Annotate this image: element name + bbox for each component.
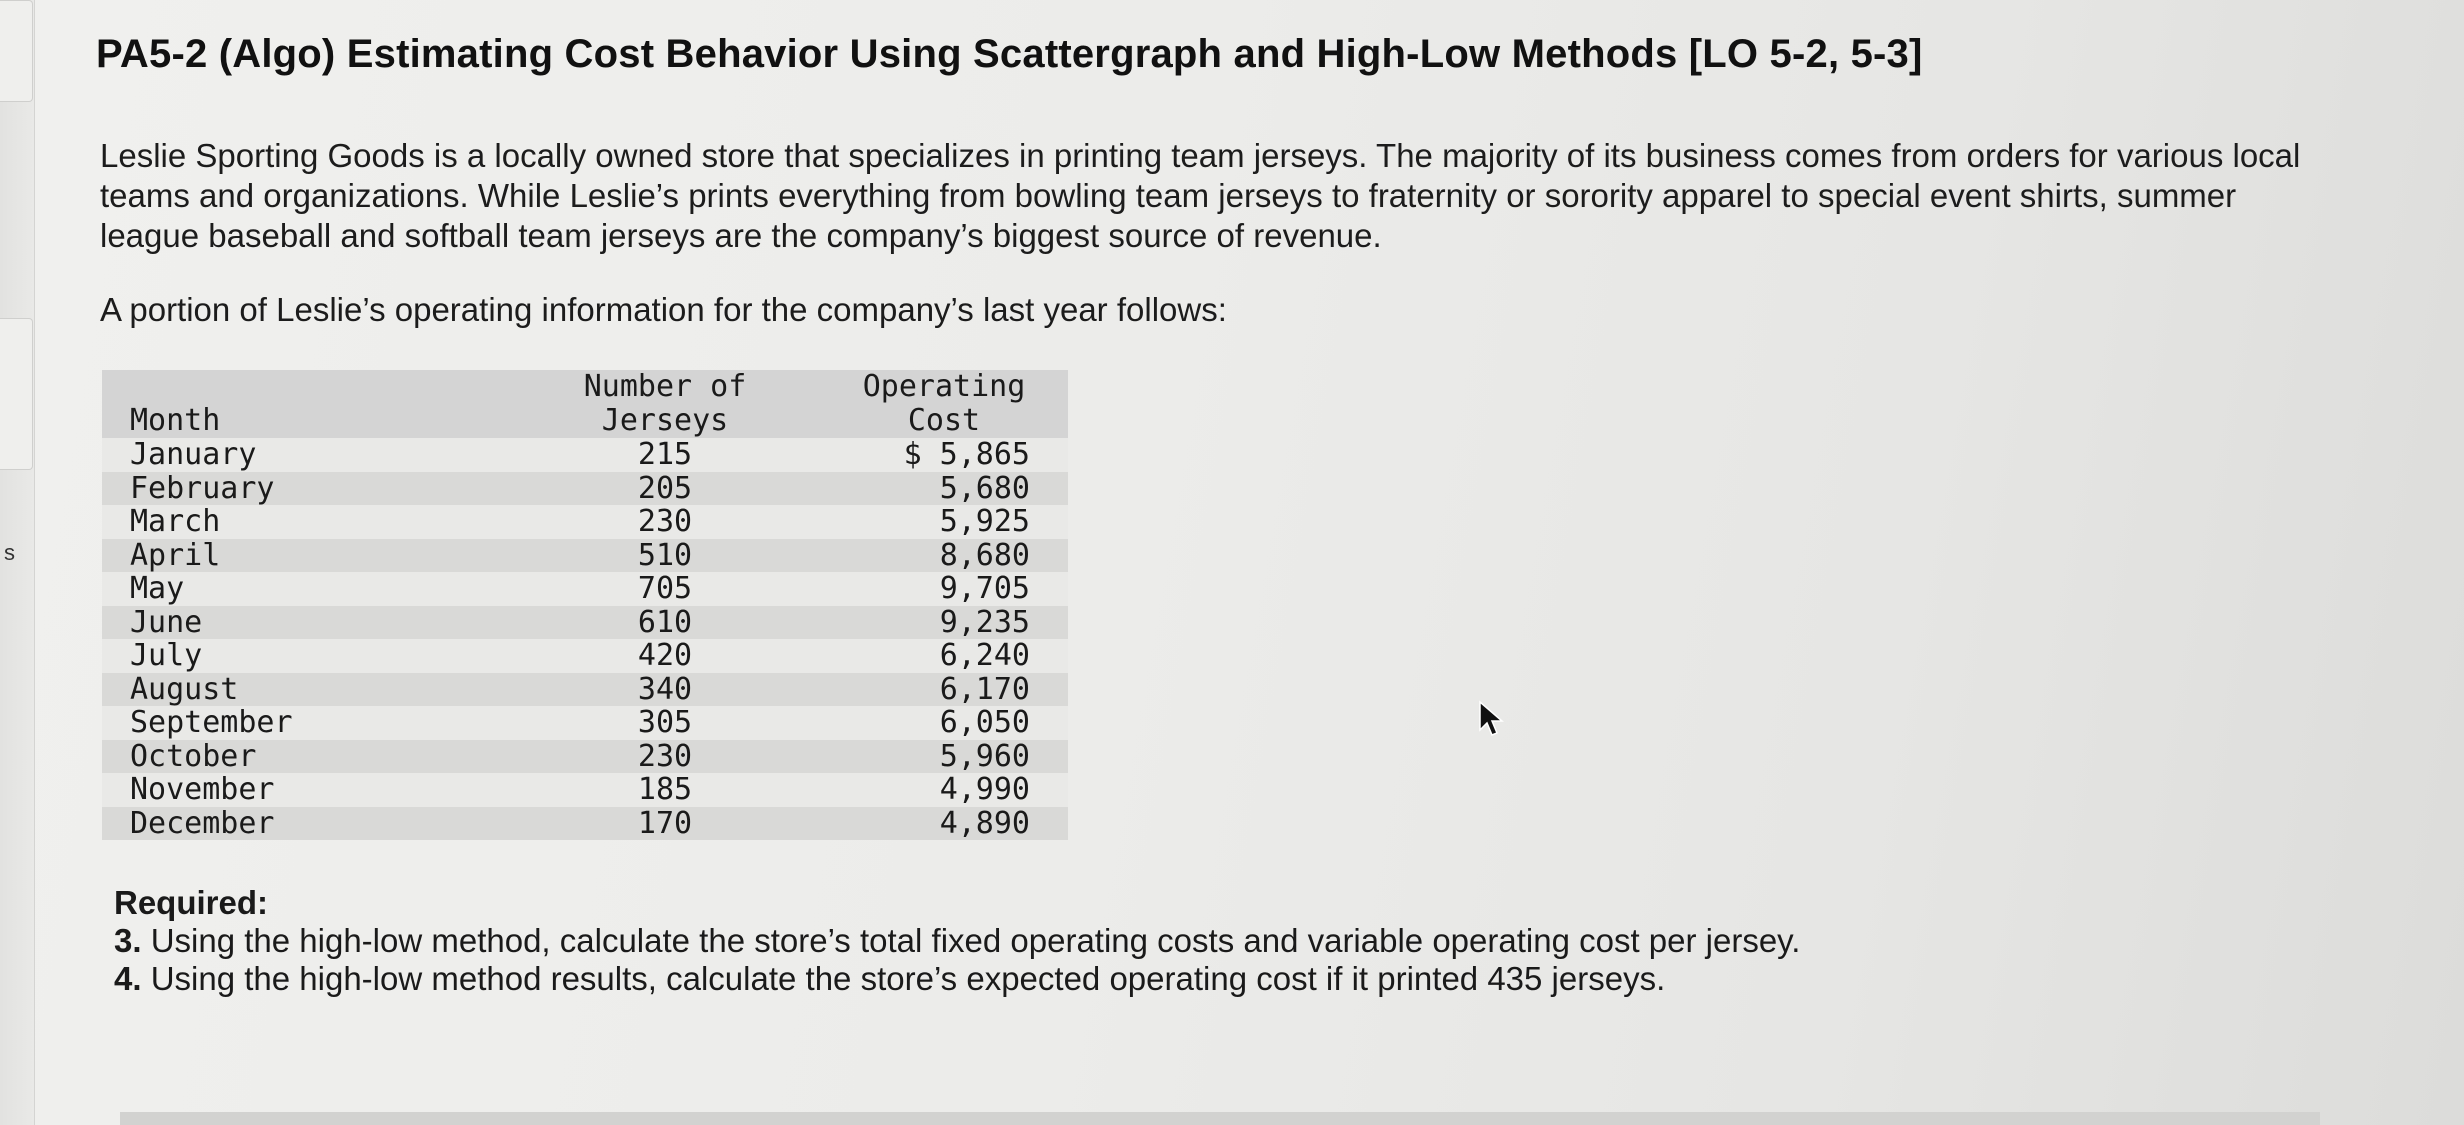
cell-jerseys: 705 — [510, 572, 820, 606]
cell-cost: 6,170 — [820, 673, 1068, 707]
table-row — [102, 673, 1068, 707]
cell-jerseys: 420 — [510, 639, 820, 673]
cell-cost: 6,050 — [820, 706, 1068, 740]
cell-cost: 5,680 — [820, 472, 1068, 506]
cell-jerseys: 205 — [510, 472, 820, 506]
required-heading: Required: — [114, 884, 269, 921]
required-item-text: Using the high-low method, calculate the store’s total fixed operating costs and variable operating cost per jersey. — [150, 922, 1801, 959]
cell-jerseys: 230 — [510, 740, 820, 774]
required-item-4 — [114, 960, 2336, 998]
cell-cost: 9,235 — [820, 606, 1068, 640]
cell-month: April — [102, 539, 510, 573]
cell-jerseys: 230 — [510, 505, 820, 539]
cell-jerseys: 170 — [510, 807, 820, 841]
left-panel-tab-middle[interactable] — [0, 318, 33, 470]
bottom-edge-bar — [120, 1112, 2320, 1125]
cell-jerseys: 610 — [510, 606, 820, 640]
cell-month: June — [102, 606, 510, 640]
table-row — [102, 807, 1068, 841]
table-row — [102, 572, 1068, 606]
problem-content — [96, 30, 2336, 998]
table-lead-text: A portion of Leslie’s operating information for the company’s last year follows: — [100, 291, 1227, 328]
cell-cost: 9,705 — [820, 572, 1068, 606]
cell-jerseys: 305 — [510, 706, 820, 740]
header-month: Month — [102, 370, 510, 438]
cell-month: October — [102, 740, 510, 774]
table-row — [102, 606, 1068, 640]
table-row — [102, 706, 1068, 740]
cell-cost: 5,960 — [820, 740, 1068, 774]
left-panel-letter: s — [4, 540, 15, 565]
cell-month: December — [102, 807, 510, 841]
cell-cost: 4,890 — [820, 807, 1068, 841]
cell-jerseys: 215 — [510, 438, 820, 472]
table-row — [102, 472, 1068, 506]
page-title: PA5-2 (Algo) Estimating Cost Behavior Using Scattergraph and High-Low Methods [LO 5-2, 5-3] — [96, 32, 1923, 76]
cell-cost: 5,925 — [820, 505, 1068, 539]
table-row — [102, 505, 1068, 539]
cell-cost: 4,990 — [820, 773, 1068, 807]
required-item-text: Using the high-low method results, calculate the store’s expected operating cost if it printed 435 jerseys. — [150, 960, 1666, 997]
cell-cost: 8,680 — [820, 539, 1068, 573]
required-section — [114, 884, 2336, 998]
table-header-row — [102, 370, 1068, 438]
cell-month: February — [102, 472, 510, 506]
cell-month: May — [102, 572, 510, 606]
mouse-pointer-icon — [1478, 700, 1504, 740]
cell-jerseys: 510 — [510, 539, 820, 573]
left-panel-tab-top[interactable] — [0, 0, 33, 102]
cell-cost: $ 5,865 — [820, 438, 1068, 472]
required-item-number: 4. — [114, 960, 142, 997]
cell-jerseys: 340 — [510, 673, 820, 707]
cell-cost: 6,240 — [820, 639, 1068, 673]
left-panel-edge — [0, 0, 35, 1125]
intro-paragraph: Leslie Sporting Goods is a locally owned store that specializes in printing team jerseys. The majority of its business comes from orders for various local teams and organizations. While Leslie’s prints everything from bowling team jerseys to fraternity or sorority apparel to special event shirts, summer league baseball and softball team jerseys are the company’s biggest source of revenue. — [100, 137, 2301, 254]
cell-month: July — [102, 639, 510, 673]
cell-month: March — [102, 505, 510, 539]
table-row — [102, 740, 1068, 774]
cell-month: August — [102, 673, 510, 707]
cell-month: November — [102, 773, 510, 807]
cell-jerseys: 185 — [510, 773, 820, 807]
cell-month: September — [102, 706, 510, 740]
operating-data-table — [102, 370, 1068, 840]
table-row — [102, 438, 1068, 472]
table-row — [102, 773, 1068, 807]
header-jerseys: Number of Jerseys — [510, 370, 820, 438]
cell-month: January — [102, 438, 510, 472]
table-row — [102, 639, 1068, 673]
required-item-3 — [114, 922, 2336, 960]
header-operating-cost: Operating Cost — [820, 370, 1068, 438]
required-item-number: 3. — [114, 922, 142, 959]
table-row — [102, 539, 1068, 573]
